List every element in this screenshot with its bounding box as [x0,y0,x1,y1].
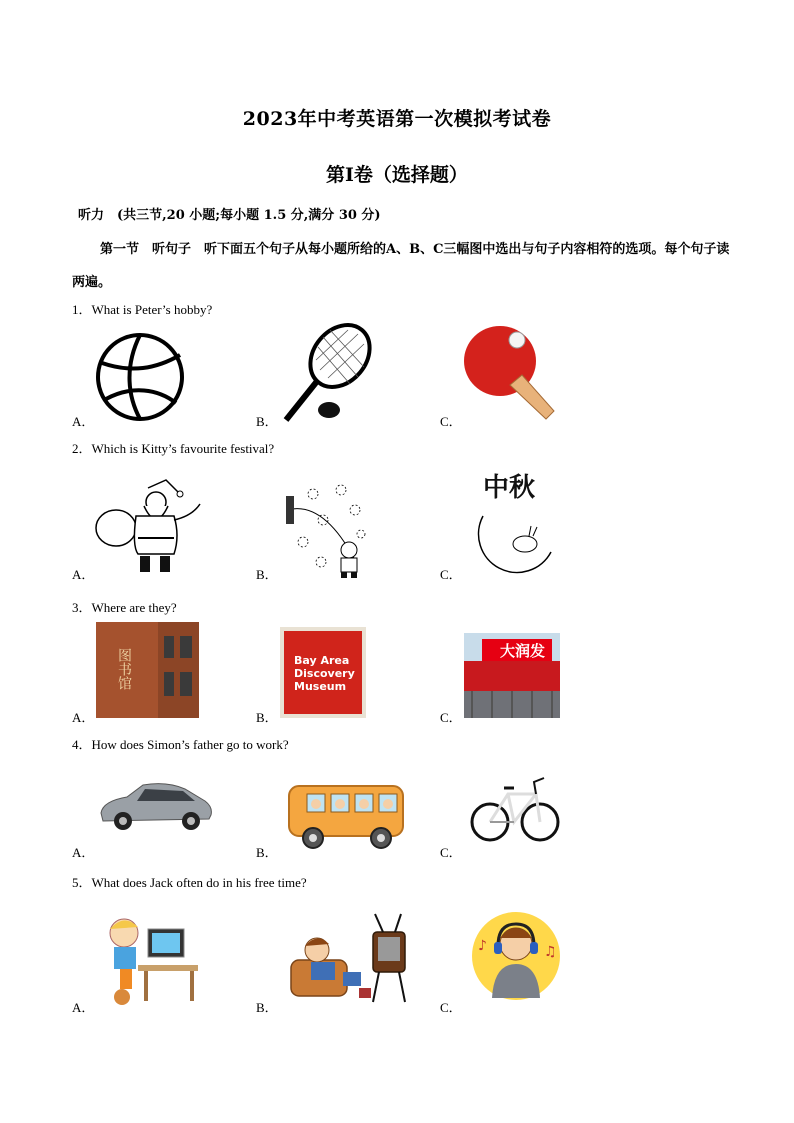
question-number: 4． [72,737,92,752]
fireworks-spring-festival-image [283,480,368,578]
q2-option-a[interactable]: A． [72,567,95,582]
moon-festival-text: 中秋 [483,473,536,503]
listening-instruction: 第一节 听句子 听下面五个句子从每小题所给的A、B、C三幅图中选出与句子内容相符的选项。每个句子读两遍。 [72,242,730,290]
question-text: Which is Kitty’s favourite festival? [91,441,275,456]
question-text: Where are they? [91,600,177,615]
question-text: How does Simon’s father go to work? [91,737,289,752]
q2-option-c[interactable]: C． [440,567,462,582]
q4-option-b[interactable]: B． [256,845,278,860]
q4-option-c[interactable]: C． [440,845,462,860]
question-number: 2． [72,441,92,456]
q3-option-b[interactable]: B． [256,710,278,725]
q1-option-b[interactable]: B． [256,414,278,429]
section-subtitle: 第Ⅰ卷（选择题） [326,164,468,186]
q3-option-c[interactable]: C． [440,710,462,725]
question-5 [72,872,307,891]
school-bus-image [285,780,407,852]
museum-image [280,627,366,718]
question-1 [72,299,212,318]
santa-claus-image [96,476,206,576]
question-2 [72,438,274,457]
q5-option-b[interactable]: B． [256,1000,278,1015]
q1-option-c[interactable]: C． [440,414,462,429]
boy-listening-music-image [470,910,562,1002]
boy-using-computer-image [100,915,200,1005]
question-number: 3． [72,600,92,615]
page-title: 2023年中考英语第一次模拟考试卷 [242,108,552,130]
question-4 [72,734,289,753]
q3-option-a[interactable]: A． [72,710,95,725]
question-text: What does Jack often do in his free time? [91,875,307,890]
listening-heading: 听力 (共三节,20 小题;每小题 1.5 分,满分 30 分) [78,208,381,223]
library-sign-text: 图书馆 [116,648,132,690]
volleyball-image [96,333,186,423]
boy-watching-tv-image [287,912,410,1004]
svg-text:♪: ♪ [478,938,487,954]
q2-option-b[interactable]: B． [256,567,278,582]
mid-autumn-festival-image [465,466,560,576]
tennis-racket-image [278,322,378,427]
question-number: 1． [72,302,92,317]
question-number: 5． [72,875,92,890]
ping-pong-paddle-image [462,323,557,428]
car-image [97,781,215,831]
q1-option-a[interactable]: A． [72,414,95,429]
library-image [96,622,199,718]
question-3 [72,597,177,616]
store-sign-text: 大润发 [500,642,546,660]
supermarket-image [464,633,560,718]
svg-text:♫: ♫ [544,944,557,960]
museum-sign-text: Bay Area Discovery Museum [294,654,355,693]
q5-option-c[interactable]: C． [440,1000,462,1015]
q4-option-a[interactable]: A． [72,845,95,860]
question-text: What is Peter’s hobby? [91,302,213,317]
q5-option-a[interactable]: A． [72,1000,95,1015]
bicycle-image [470,770,560,845]
